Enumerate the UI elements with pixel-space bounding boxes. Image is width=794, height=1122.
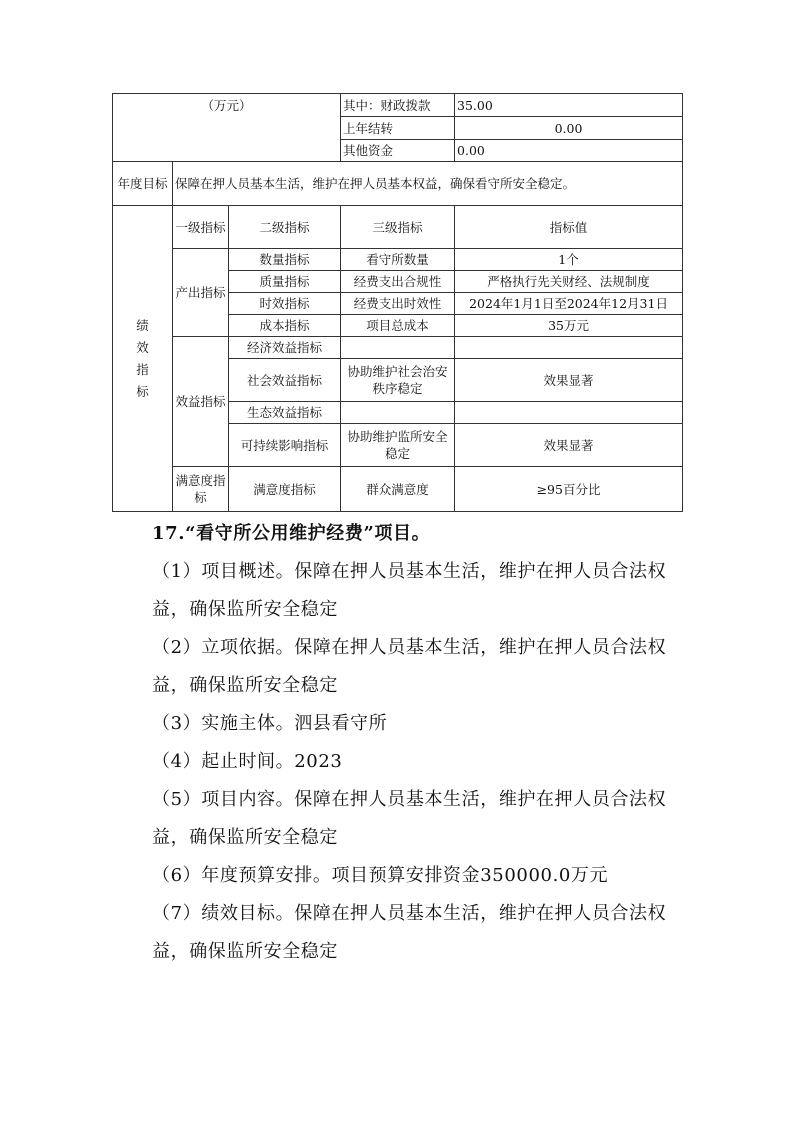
level2-cell: 成本指标 [229, 315, 341, 337]
funds-row-label: 上年结转 [341, 117, 455, 140]
funds-unit-label: （万元） [113, 94, 341, 162]
funds-row-value: 0.00 [455, 140, 683, 162]
section-item: （5）项目内容。保障在押人员基本生活，维护在押人员合法权益，确保监所安全稳定 [152, 789, 667, 848]
level2-cell: 满意度指标 [229, 467, 341, 512]
level3-cell: 经费支出合规性 [341, 271, 455, 293]
value-cell: 严格执行先关财经、法规制度 [455, 271, 683, 293]
level2-cell: 可持续影响指标 [229, 424, 341, 467]
section-heading: 17.“看守所公用维护经费”项目。 [152, 523, 431, 544]
header-level3: 三级指标 [341, 206, 455, 249]
value-cell: 2024年1月1日至2024年12月31日 [455, 293, 683, 315]
value-cell [455, 402, 683, 424]
funds-row-value: 35.00 [455, 94, 683, 117]
level1-output: 产出指标 [173, 249, 229, 337]
section-item: （1）项目概述。保障在押人员基本生活，维护在押人员合法权益，确保监所安全稳定 [152, 561, 667, 620]
level2-cell: 社会效益指标 [229, 359, 341, 402]
level3-cell: 协助维护监所安全稳定 [341, 424, 455, 467]
annual-goal-label: 年度目标 [113, 162, 173, 206]
section-item: （7）绩效目标。保障在押人员基本生活，维护在押人员合法权益，确保监所安全稳定 [152, 903, 667, 962]
header-value: 指标值 [455, 206, 683, 249]
value-cell: 效果显著 [455, 424, 683, 467]
header-level2: 二级指标 [229, 206, 341, 249]
level3-cell: 协助维护社会治安秩序稳定 [341, 359, 455, 402]
header-level1: 一级指标 [173, 206, 229, 249]
funds-row-value: 0.00 [455, 117, 683, 140]
section-item: （2）立项依据。保障在押人员基本生活，维护在押人员合法权益，确保监所安全稳定 [152, 637, 667, 696]
level2-cell: 数量指标 [229, 249, 341, 271]
section-item: （6）年度预算安排。项目预算安排资金350000.0万元 [152, 865, 609, 886]
value-cell: 1个 [455, 249, 683, 271]
value-cell [455, 337, 683, 359]
level1-satisfaction: 满意度指标 [173, 467, 229, 512]
level2-cell: 质量指标 [229, 271, 341, 293]
funds-row-label: 其中：财政拨款 [341, 94, 455, 117]
annual-goal-text: 保障在押人员基本生活，维护在押人员基本权益，确保看守所安全稳定。 [173, 162, 683, 206]
level3-cell [341, 337, 455, 359]
level3-cell: 项目总成本 [341, 315, 455, 337]
level3-cell: 群众满意度 [341, 467, 455, 512]
performance-label: 绩效指标 [113, 206, 173, 512]
value-cell: 35万元 [455, 315, 683, 337]
level2-cell: 生态效益指标 [229, 402, 341, 424]
section-item: （3）实施主体。泗县看守所 [152, 713, 388, 734]
value-cell: ≥95百分比 [455, 467, 683, 512]
level3-cell [341, 402, 455, 424]
section-body [112, 515, 692, 971]
level2-cell: 经济效益指标 [229, 337, 341, 359]
value-cell: 效果显著 [455, 359, 683, 402]
level3-cell: 看守所数量 [341, 249, 455, 271]
section-item: （4）起止时间。2023 [152, 751, 343, 772]
level2-cell: 时效指标 [229, 293, 341, 315]
performance-table [112, 93, 683, 512]
level3-cell: 经费支出时效性 [341, 293, 455, 315]
level1-benefit: 效益指标 [173, 337, 229, 467]
funds-row-label: 其他资金 [341, 140, 455, 162]
